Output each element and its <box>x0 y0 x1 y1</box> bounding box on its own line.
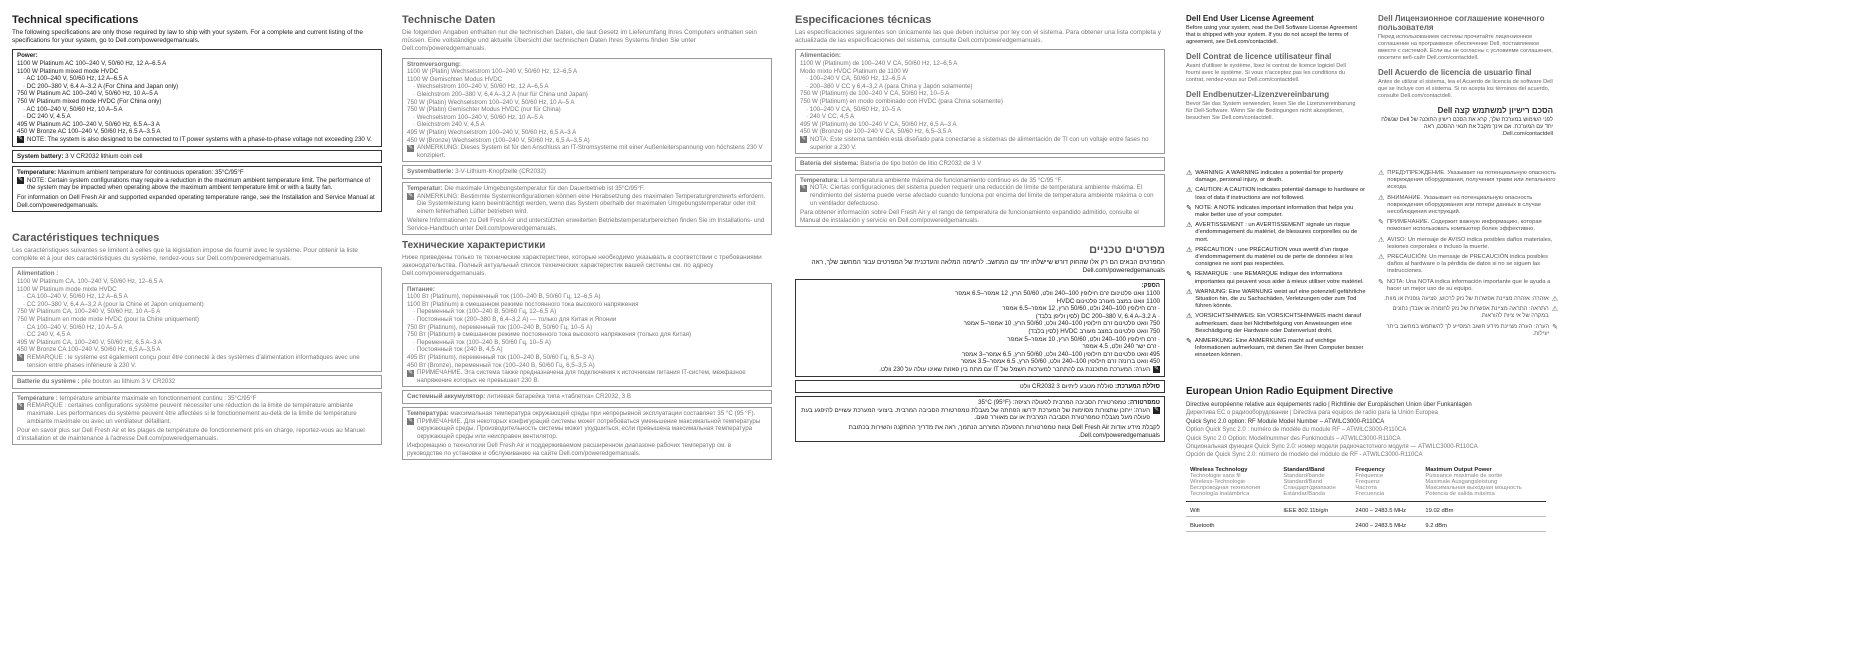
power-line: 1100 W (Platin) Wechselstrom 100–240 V, 50/60 Hz, 12–6,5 A <box>407 68 578 76</box>
power-line: · Gleichstrom 200–380 V, 6,4 A–3,2 A (nur für China und Japan) <box>413 90 588 98</box>
power-line: · CC 200–380 V, 6,4 A–3,2 A (pour la Chine et Japon uniquement) <box>23 300 204 308</box>
temp-note <box>407 193 767 216</box>
power-label: Power: <box>17 52 38 60</box>
warning-text: VORSICHTSHINWEIS: Ein VORSICHTSHINWEIS macht darauf aufmerksam, dass bei Nichtbefolgung von Anweisungen eine Beschädigung der Hardware oder Datenverlust droht. <box>1195 313 1362 334</box>
note-text: REMARQUE : le système est également conçu pour être connecté à des systèmes d'alimentation informatiques avec une tension entre phases inférieure à 230 V. <box>27 353 360 369</box>
eula-text: Antes de utilizar el sistema, lea el Acuerdo de licencia de software Dell que se incluye con el sistema. Si no acepta los términos del acuerdo, consulte Dell.com/contactdell. <box>1378 79 1553 99</box>
power-line: 750 W (Platinum) de 100–240 V CA, 50/60 Hz, 10–5 A <box>800 90 950 98</box>
power-line: · AC 100–240 V, 50/60 Hz, 12 A–6.5 A <box>23 75 128 83</box>
warning-text: NOTE: A NOTE indicates important information that helps you make better use of your computer. <box>1194 204 1354 219</box>
note-text: ПРИМЕЧАНИЕ. Эта система также предназначена для подключения к источникам питания IT-систем, межфазное напряжение которых не превышает 230 В. <box>417 369 746 384</box>
col-frequency: Frequency Fréquence Frequenz Частота Frecuencia <box>1351 466 1421 502</box>
cell: IEEE 802.11b/g/n <box>1279 501 1351 516</box>
power-line: 1100 וואט פלטינום זרם חילופין 100–240 וולט, 50/60 הרץ, 12 אמפר–6.5 אמפר <box>955 290 1160 297</box>
power-box <box>795 279 1165 376</box>
cell: Bluetooth <box>1186 516 1279 531</box>
note-text: REMARQUE : certaines configurations système peuvent nécessiter une réduction de la limite de température ambiante maximale. Les performances du système peuvent être affectées si le fonctionnement au-delà de la limite de température ambiante maximale ou avec un ventilateur défaillant. <box>27 402 357 425</box>
eu-line: Quick Sync 2.0 option: RF Module Model Number – ATWILC3000-R110CA <box>1186 418 1385 425</box>
power-line: 450 וואט ברונזה זרם חילופין 100–240 וולט, 50/60 הרץ, 6.5 אמפר–3.5 אמפר <box>960 358 1160 366</box>
power-box <box>12 49 382 146</box>
temp-label: Température : <box>17 394 58 402</box>
cell: 2400 – 2483.5 MHz <box>1351 516 1421 531</box>
battery-value: Batería de tipo botón de litio CR2032 de 3 V <box>860 160 982 168</box>
warning-text: PRÉCAUTION : une PRÉCAUTION vous avertit d'un risque d'endommagement du matériel ou de perte de données si les consignes ne sont pas respectées. <box>1195 246 1353 268</box>
temp-footnote: Para obtener información sobre Dell Fresh Air y el rango de temperatura de funcionamiento expandido admitido, consulte el Manual de instalación y servicio en Dell.com/poweredgemanuals. <box>800 209 1139 224</box>
power-line: · DC 200–380 V, 6.4 A–3.2 A (לסין וליפן בלבד) <box>1035 312 1160 320</box>
note-icon: ✎ <box>1186 204 1192 212</box>
warning-item <box>1378 170 1558 192</box>
intro-text: Les caractéristiques suivantes se limitent à celles que la législation impose de fournir avec le système. Pour obtenir la liste complète et à jour des caractéristiques du système, rendez-vous sur Dell.com/poweredgemanuals. <box>12 247 358 263</box>
battery-value: pile bouton au lithium 3 V CR2032 <box>81 378 176 386</box>
eu-line: Opción de Quick Sync 2.0: número de modelo del módulo de RF - ATWILC3000-R110CA <box>1186 452 1423 459</box>
temp-note <box>407 418 767 441</box>
warning-icon: ⚠ <box>1186 313 1193 321</box>
power-line: 750 וואט פלטינום זרם חילופין 100–240 וולט, 50/60 הרץ, 10 אמפר–5 אמפר <box>963 320 1160 328</box>
temp-note <box>17 177 377 192</box>
temp-label: Temperatur: <box>407 184 443 192</box>
power-line: · AC 100–240 V, 50/60 Hz, 10 A–5 A <box>23 105 123 113</box>
battery-value: 3-V-Lithium-Knopfzelle (CR2032) <box>455 168 546 176</box>
section-title: Technical specifications <box>12 14 139 26</box>
power-line: · Gleichstrom 240 V, 4,5 A <box>413 121 485 129</box>
power-line: 750 W (Platin) Gemischter Modus HVDC (nur für China) <box>407 106 561 114</box>
warning-text: NOTA: Una NOTA indica información importante que le ayuda a hacer un mejor uso de su equipo. <box>1386 278 1551 292</box>
battery-box <box>12 150 382 164</box>
temp-value: Die maximale Umgebungstemperatur für den Dauerbetrieb ist 35°C/95°F. <box>444 184 645 192</box>
power-line: 750 W (Platinum) en modo combinado con HVDC (para China solamente) <box>800 97 1003 105</box>
temp-value: température ambiante maximale en fonctionnement continu : 35°C/95°F <box>59 394 257 402</box>
eu-lines <box>1186 401 1566 460</box>
warning-icon: ⚠ <box>1551 306 1558 314</box>
battery-box <box>795 380 1165 394</box>
eula-block <box>1186 52 1361 84</box>
radio-table <box>1186 466 1546 532</box>
temp-note <box>800 184 1160 207</box>
eu-line: Директива ЕС о радиооборудовании | Directiva para equipos de radio para la Unión Europea <box>1186 410 1439 417</box>
power-line: · 100–240 V CA, 50/60 Hz, 10–5 A <box>806 105 901 113</box>
warning-text: ANMERKUNG: Eine ANMERKUNG macht auf wichtige Informationen aufmerksam, mit denen Sie Ihren Computer besser einsetzen können. <box>1194 338 1364 359</box>
warning-text: CAUTION: A CAUTION indicates potential damage to hardware or loss of data if instructions are not followed. <box>1195 187 1366 201</box>
power-line: 750 W Platinum CA, 100–240 V, 50/60 Hz, 10 A–5 A <box>17 308 161 316</box>
power-line: 450 W (Bronze) de 100–240 V CA, 50/60 Hz, 6,5–3,5 A <box>800 128 952 136</box>
temp-footnote: Weitere Informationen zu Dell Fresh Air und unterstützten erweiterten Betriebstemperaturbereichen finden Sie im Installations- und Service-Handbuch unter Dell.com/poweredgemanuals. <box>407 217 765 232</box>
warning-text: WARNUNG: Eine WARNUNG weist auf eine potenziell gefährliche Situation hin, die zu Sachschäden, Verletzungen oder zum Tod führen könnte. <box>1195 288 1366 310</box>
warning-icon: ⚠ <box>1378 236 1385 244</box>
power-line: 1100 W (Platinum) de 100–240 V CA, 50/60 Hz, 12–6,5 A <box>800 60 958 67</box>
section-title: Технические характеристики <box>402 240 546 251</box>
section-title: Technische Daten <box>402 14 496 26</box>
power-lines <box>800 290 1160 366</box>
spec-column-fr <box>12 232 382 448</box>
eula-text: לפני השימוש במערכת שלך, קרא את הסכם רישיון התוכנה של Dell שנשלח יחד עם המערכת. אם אינך מקבל את תנאי ההסכם, ראה Dell.com/contactdell. <box>1381 117 1553 137</box>
power-line: 750 וואט פלטינום במצב מעורב HVDC (לסין בלבד) <box>1028 327 1160 335</box>
power-line: · Wechselstrom 100–240 V, 50/60 Hz, 12 A–6,5 A <box>413 83 549 91</box>
power-line: 750 W Platinum mixed mode HVDC (For China only) <box>17 97 162 105</box>
power-line: · Постоянный ток (200–380 В, 6,4–3,2 А) — только для Китая и Японии <box>413 315 617 323</box>
eula-block <box>1186 14 1361 46</box>
power-line: · CC 240 V, 4,5 A <box>23 331 71 339</box>
eu-line: Опциональная функция Quick Sync 2.0: номер модели радиочастотного модуля — ATWILC3000-R110CA <box>1186 444 1478 451</box>
note-icon: ✎ <box>800 136 807 143</box>
power-note <box>407 369 767 384</box>
power-line: · DC 200–380 V, 6.4 A–3.2 A (For China and Japan only) <box>23 82 179 90</box>
cell <box>1279 516 1351 531</box>
power-lines <box>407 68 767 144</box>
temp-value: максимальная температура окружающей среды при непрерывной эксплуатации составляет 35 °C (95 °F). <box>450 409 756 417</box>
spec-column-he <box>795 244 1165 445</box>
warning-icon: ⚠ <box>1186 170 1193 177</box>
power-line: · Переменный ток (100–240 В, 50/60 Гц, 10–5 А) <box>413 338 551 346</box>
note-icon: ✎ <box>1552 323 1558 331</box>
warning-text: ПРЕДУПРЕЖДЕНИЕ. Указывает на потенциальную опасность повреждения оборудования, получения травм или летального исхода. <box>1387 170 1556 191</box>
power-line: 1100 W Platinum AC 100–240 V, 50/60 Hz, 12 A–6.5 A <box>17 60 167 67</box>
power-lines <box>17 278 377 354</box>
temp-footnote: Информацию о технологии Dell Fresh Air и поддерживаемом расширенном диапазоне рабочих температур см. в руководстве по установке и обслуживанию на сайте Dell.com/poweredgemanuals. <box>407 442 732 457</box>
temp-footnote: Pour en savoir plus sur Dell Fresh Air et les plages de température de fonctionnement pris en charge, reportez-vous au Manuel d'installation et de maintenance à l'adresse Dell.com/poweredgemanuals. <box>17 427 365 442</box>
temp-label: Temperature: <box>17 169 57 177</box>
battery-value: סוללת מטבע ליתיום CR2032 3 וולט <box>1019 382 1114 390</box>
temp-label: טמפרטורה: <box>1127 399 1160 407</box>
power-line: 750 W (Platin) Wechselstrom 100–240 V, 50/60 Hz, 10 A–5 A <box>407 98 575 106</box>
battery-label: Batterie du système : <box>17 378 80 386</box>
note-icon: ✎ <box>407 369 414 376</box>
temp-value: La temperatura ambiente máxima de funcionamiento continuo es de 35 °C/95 °F. <box>840 176 1063 184</box>
power-line: · Постоянный ток (240 В, 4,5 А) <box>413 346 503 354</box>
warning-item <box>1378 254 1558 276</box>
warning-icon: ⚠ <box>1378 254 1385 262</box>
power-line: · 200–380 V CC y 6,4–3,2 A (para China y Japón solamente) <box>806 82 973 90</box>
note-icon: ✎ <box>1153 366 1160 373</box>
cell: 2400 – 2483.5 MHz <box>1351 501 1421 516</box>
temp-footnote: For information on Dell Fresh Air and supported expanded operating temperature range, see the Installation and Service Manual at Dell.com/poweredgemanuals. <box>17 193 375 209</box>
power-label: הספק: <box>1141 282 1160 290</box>
power-lines <box>407 293 767 369</box>
warning-item <box>1378 237 1558 251</box>
intro-text: Die folgenden Angaben enthalten nur die technischen Daten, die laut Gesetz im Lieferumfang Ihres Computers enthalten sein müssen. Eine vollständige und aktuelle Übersicht der technischen Daten Ihres Systems finden Sie unter Dell.com/poweredgemanuals. <box>402 29 757 53</box>
warning-text: ПРИМЕЧАНИЕ. Содержит важную информацию, которая помогает использовать компьютер более эффективно. <box>1386 219 1542 233</box>
temp-footnote: לקבלת מידע אודות Dell Fresh Air וטווח טמפרטורות ההפעלה המורחב הנתמך, ראה את מדריך ההתקנה והשירות בכתובת Dell.com/poweredgemanuals. <box>848 423 1160 439</box>
note-icon: ✎ <box>1378 219 1384 227</box>
note-icon: ✎ <box>1378 278 1384 286</box>
power-line: 495 וואט פלטינום זרם חילופין 100–240 וולט, 50/60 הרץ, 6.5 אמפר–3 אמפר <box>961 350 1160 358</box>
cell: Wifi <box>1186 501 1279 516</box>
intro-text: The following specifications are only those required by law to ship with your system. For a complete and current listing of the specifications for your system, go to Dell.com/poweredgemanuals. <box>12 29 363 45</box>
eula-title: Dell Endbenutzer-Lizenzvereinbarung <box>1186 90 1330 99</box>
power-line: · Wechselstrom 100–240 V, 50/60 Hz, 10 A–5 A <box>413 113 544 121</box>
power-line: · זרם ישר 240 וולט, 4.5 אמפר <box>1082 343 1160 351</box>
power-line: 495 W (Platinum) de 100–240 V CA, 50/60 Hz, 6,5 A–3 A <box>800 120 957 128</box>
power-line: 750 W Platinum en mode mixte HVDC (pour la Chine uniquement) <box>17 315 199 323</box>
power-line: 1100 W Platinum mode mixte HVDC <box>17 285 117 293</box>
power-line: · 240 V CC, 4,5 A <box>806 113 855 121</box>
power-line: 750 W Platinum AC 100–240 V, 50/60 Hz, 10 A–5 A <box>17 90 159 98</box>
warning-item <box>1378 306 1558 320</box>
note-icon: ✎ <box>17 354 24 361</box>
col-standard-band: Standard/Band Standard/bande Standard/Band Стандарт/диапазон Estándar/Banda <box>1279 466 1351 502</box>
intro-text: המפרטים הבאים הם רק אלו שהחוק דורש שיישלחו יחד עם המחשב. לרשימה המלאה והעדכנית של המפרטים עבור המחשב שלך, ראה Dell.com/poweredgemanuals <box>811 259 1165 275</box>
power-line: Modo mixto HVDC Platinum de 1100 W <box>800 67 909 75</box>
col-wireless-technology: Wireless Technology Technologie sans fil Wireless-Technologie Беспроводная технология Tecnología inalámbrica <box>1186 466 1279 502</box>
note-icon: ✎ <box>407 144 414 151</box>
intro-text: Las especificaciones siguientes son únicamente las que deben incluirse por ley con el sistema. Para obtener una lista completa y actualizada de las especificaciones del sistema, consulte Dell.com/poweredgemanuals. <box>795 29 1161 45</box>
note-text: NOTE: Certain system configurations may require a reduction in the maximum ambient temperature limit. The performance of the system may be impacted when operating above the maximum ambient temperature limit or with a faulty fan. <box>27 176 371 192</box>
note-icon: ✎ <box>407 418 414 425</box>
power-line: 450 W Bronze AC 100–240 V, 50/60 Hz, 6.5 A–3.5 A <box>17 128 161 136</box>
battery-box <box>12 375 382 389</box>
note-icon: ✎ <box>17 136 24 143</box>
battery-label: System battery: <box>17 152 64 160</box>
spec-column-de <box>402 14 772 238</box>
note-icon: ✎ <box>17 177 24 184</box>
spec-column-es <box>795 14 1165 230</box>
battery-box <box>402 165 772 179</box>
power-label: Alimentation : <box>17 270 59 278</box>
battery-label: Systembatterie: <box>407 168 454 176</box>
power-box <box>402 58 772 163</box>
eula-title: Dell Contrat de licence utilisateur final <box>1186 52 1332 61</box>
section-title: מפרטים טכניים <box>1089 244 1165 256</box>
power-lines <box>17 60 377 136</box>
power-box <box>795 49 1165 154</box>
warning-icon: ⚠ <box>1186 246 1193 254</box>
eula-title: Dell Лицензионное соглашение конечного пользователя <box>1378 14 1545 32</box>
power-line: · זרם חילופין 100–240 וולט, 50/60 הרץ, 10 אמפר–5 אמפר <box>1007 335 1160 343</box>
power-line: 1100 וואט במצב מעורב פלטינום HVDC <box>1056 297 1160 305</box>
eu-line: Option Quick Sync 2.0 : numéro de modèle du module RF – ATWILC3000-R110CA <box>1186 427 1407 434</box>
spec-column-ru <box>402 240 772 463</box>
intro-text: Ниже приведены только те технические характеристики, которые необходимо указывать в соответствии с требованиями законодательства. Полный актуальный список технических характеристик вашей системы см. по адресу Dell.com/poweredgemanuals. <box>402 254 762 278</box>
power-label: Питание: <box>407 285 435 293</box>
col-max-output-power: Maximum Output Power Puissance maximale de sortie Maximale Ausgangsleistung Максимальная выходная мощность Potencia de salida máxima <box>1421 466 1546 502</box>
warning-item <box>1186 170 1366 184</box>
battery-value: литиевая батарейка типа «таблетка» CR2032, 3 В <box>486 393 631 401</box>
warning-item <box>1378 296 1558 303</box>
temperature-box <box>795 396 1165 442</box>
eula-text: Bevor Sie das System verwenden, lesen Sie die Lizenzvereinbarung für Dell-Software. Wenn Sie die Bedingungen nicht akzeptieren, besuchen Sie Dell.com/contactdell. <box>1186 101 1356 121</box>
note-icon: ✎ <box>1186 271 1192 279</box>
warning-item <box>1378 195 1558 217</box>
warning-text: PRECAUCIÓN: Un mensaje de PRECAUCIÓN indica posibles daños al hardware o la pérdida de datos si no se siguen las instrucciones. <box>1387 254 1549 275</box>
battery-value: 3 V CR2032 lithium coin cell <box>65 152 143 160</box>
power-line: 1100 W Gemischten Modus HVDC <box>407 75 503 83</box>
power-note <box>800 366 1160 374</box>
power-line: 1100 Вт (Platinum), переменный ток (100–240 В, 50/60 Гц, 12–6,5 А) <box>407 293 601 301</box>
eula-column-right <box>1378 14 1553 144</box>
note-text: ПРИМЕЧАНИЕ. Для некоторых конфигураций системы может потребоваться уменьшение максимальной температуры окружающей среды. Производительность системы может ухудшиться, если превышена максимальная температура окружающей среды или неисправен вентилятор. <box>417 417 761 440</box>
warning-item <box>1186 271 1366 285</box>
warning-icon: ⚠ <box>1186 187 1193 195</box>
note-text: ANMERKUNG: Bestimmte Systemkonfigurationen können eine Herabsetzung des maximalen Temperaturgrenzwerts erfordern. Die Systemleistung kann beeinträchtigt werden, wenn das System oberhalb der maximalen Umgebungstemperatur oder mit einem fehlerhaften Lüfter betrieben wird. <box>417 192 766 215</box>
eula-block <box>1186 90 1361 122</box>
cell: 19.02 dBm <box>1421 501 1546 516</box>
power-line: 450 W (Bronze) Wechselstrom (100–240 V, 50/60 Hz, 6,5 A–3,5 A) <box>407 136 590 144</box>
power-line: · זרם חילופין 100–240 וולט, 50/60 הרץ, 12 אמפר–6.5 אמפר <box>1002 305 1160 313</box>
power-line: 495 W (Platin) Wechselstrom 100–240 V, 50/60 Hz, 6,5 A–3 A <box>407 128 577 136</box>
warning-item <box>1378 219 1558 233</box>
eula-text: Before using your system, read the Dell Software License Agreement that is shipped with your system. If you do not accept the terms of agreement, see Dell.com/contactdell. <box>1186 25 1358 45</box>
note-text: NOTE: The system is also designed to be connected to IT power systems with a phase-to-phase voltage not exceeding 230 V. <box>27 135 372 143</box>
warning-text: WARNING: A WARNING indicates a potential for property damage, personal injury, or death. <box>1195 170 1344 184</box>
temperature-box <box>402 407 772 461</box>
spec-column-en <box>12 14 382 215</box>
power-note <box>407 144 767 159</box>
power-line: · Переменный ток (100–240 В, 50/60 Гц, 12–6,5 А) <box>413 308 557 316</box>
eula-block <box>1378 68 1553 100</box>
battery-label: Системный аккумулятор: <box>407 393 486 401</box>
temperature-box <box>12 166 382 212</box>
eu-line: Directive européenne relative aux équipements radio | Richtlinie der Europäischen Union über Funkanlagen <box>1186 402 1472 408</box>
power-label: Alimentación: <box>800 52 841 60</box>
temperature-box <box>402 182 772 236</box>
power-line: · CA 100–240 V, 50/60 Hz, 10 A–5 A <box>23 323 123 331</box>
warning-item <box>1378 324 1558 338</box>
note-icon: ✎ <box>17 402 24 409</box>
warning-icon: ⚠ <box>1186 222 1193 230</box>
eula-title: Dell End User License Agreement <box>1186 14 1314 23</box>
warning-icon: ⚠ <box>1378 170 1385 177</box>
eula-text: Перед использованием системы прочитайте лицензионное соглашение на программное обеспечение Dell, поставляемое вместе с системой. Если вы не согласны с условиями соглашения, посетите веб-сайт Dell.com/contactdell. <box>1378 34 1553 61</box>
warning-item <box>1186 313 1366 335</box>
warning-item <box>1186 187 1366 201</box>
power-label: Stromversorgung: <box>407 60 461 68</box>
note-text: NOTA: Ciertas configuraciones del sistema pueden requerir una reducción de límite de temperatura ambiente máxima. El rendimiento del sistema puede verse afectado cuando funciona por encima del límite de temperatura ambiente máxima o con un ventilador defectuoso. <box>810 184 1154 207</box>
power-line: 750 Вт (Platinum), переменный ток (100–240 В, 50/60 Гц, 10–5 А) <box>407 323 593 331</box>
eu-title: European Union Radio Equipment Directive <box>1186 386 1394 397</box>
eula-column-left <box>1186 14 1361 128</box>
note-icon: ✎ <box>1153 407 1160 414</box>
power-line: · CA 100–240 V, 50/60 Hz, 12 A–6,5 A <box>23 293 128 301</box>
eula-title: הסכם רישיון למשתמש קצה Dell <box>1437 106 1553 115</box>
power-note <box>800 136 1160 151</box>
table-row <box>1186 501 1546 516</box>
temp-note <box>17 402 377 425</box>
power-box <box>402 283 772 388</box>
temp-value: טמפרטורת הסביבה המרבית לפעולה רציפה: 35°C (95°F) <box>978 399 1127 407</box>
battery-label: Batería del sistema: <box>800 160 859 168</box>
table-row <box>1186 516 1546 531</box>
warning-item <box>1186 205 1366 219</box>
note-icon: ✎ <box>407 193 414 200</box>
battery-box <box>795 157 1165 171</box>
battery-label: סוללת המערכת: <box>1115 382 1160 390</box>
eu-directive <box>1186 386 1566 532</box>
power-line: 495 Вт (Platinum), переменный ток (100–240 В, 50/60 Гц, 6,5–3 А) <box>407 353 594 361</box>
warning-item <box>1186 222 1366 244</box>
temp-value: Maximum ambient temperature for continuous operation: 35°C/95°F <box>57 169 244 177</box>
power-line: 450 Вт (Bronze), переменный ток (100–240 В, 50/60 Гц, 6,5–3,5 А) <box>407 361 595 369</box>
power-line: 495 W Platinum CA, 100–240 V, 50/60 Hz, 6,5 A–3 A <box>17 338 162 346</box>
warning-text: הערה: הערה מציינת מידע חשוב המסייע לך להשתמש במחשב ביתר יעילות. <box>1386 323 1550 337</box>
note-icon: ✎ <box>1186 338 1192 346</box>
section-title: Caractéristiques techniques <box>12 232 160 244</box>
warning-icon: ⚠ <box>1378 194 1385 202</box>
warnings-right <box>1378 170 1558 341</box>
temperature-box <box>795 174 1165 228</box>
power-lines <box>800 60 1160 136</box>
power-line: 750 Вт (Platinum) в смешанном режиме постоянного тока высокого напряжения (только для Китая) <box>407 331 692 339</box>
power-line: · DC 240 V, 4.5 A <box>23 113 71 121</box>
power-line: 1100 W Platinum mixed mode HVDC <box>17 67 119 75</box>
power-line: 450 W Bronze CA 100–240 V, 50/60 Hz, 6,5 A–3,5 A <box>17 346 161 354</box>
temp-label: Температура: <box>407 409 449 417</box>
warning-text: אזהרה: אזהרה מציינת אפשרות של נזק לרכוש, פציעה גופנית או מוות. <box>1383 296 1549 303</box>
note-text: ANMERKUNG: Dieses System ist für den Anschluss an IT-Stromsysteme mit einer Außenleiterspannung von höchstens 230 V konzipiert. <box>417 144 763 159</box>
warning-text: AVERTISSEMENT : un AVERTISSEMENT signale un risque d'endommagement du matériel, de blessures corporelles ou de mort. <box>1195 222 1358 243</box>
power-line: 1100 Вт (Platinum) в смешанном режиме постоянного тока высокого напряжения <box>407 300 639 308</box>
eula-block <box>1378 14 1553 62</box>
warning-text: ВНИМАНИЕ. Указывает на потенциальную опасность повреждения оборудования или потери данных в случае несоблюдения инструкций. <box>1387 194 1542 216</box>
radio-table-header <box>1186 466 1546 502</box>
eula-title: Dell Acuerdo de licencia de usuario final <box>1378 68 1532 77</box>
eula-block <box>1378 106 1553 138</box>
warning-text: REMARQUE : une REMARQUE indique des informations importantes qui peuvent vous aider à mieux utiliser votre matériel. <box>1194 271 1364 285</box>
power-line: · 100–240 V CA, 50/60 Hz, 12–6,5 A <box>806 75 907 83</box>
warning-icon: ⚠ <box>1186 288 1193 296</box>
note-icon: ✎ <box>800 184 807 191</box>
warning-icon: ⚠ <box>1551 296 1558 304</box>
cell: 9.2 dBm <box>1421 516 1546 531</box>
warning-item <box>1186 247 1366 269</box>
temp-label: Temperatura: <box>800 176 840 184</box>
warning-item <box>1378 279 1558 293</box>
power-box <box>12 267 382 372</box>
power-note <box>17 136 377 144</box>
power-note <box>17 354 377 369</box>
temp-note <box>800 407 1160 422</box>
note-text: NOTA: Este sistema también está diseñado para conectarse a sistemas de alimentación de TI con un voltaje entre fases no superior a 230 V. <box>810 135 1149 151</box>
warning-text: התראה: התראה מציינת אפשרות של נזק לחומרה או אובדן נתונים במקרה של אי ציות להוראות. <box>1392 306 1549 320</box>
power-line: 495 W Platinum AC 100–240 V, 50/60 Hz, 6.5 A–3 A <box>17 120 160 128</box>
warning-item <box>1186 338 1366 360</box>
eu-line: Quick Sync 2.0 Option: Modellnummer des Funkmoduls – ATWILC3000-R110CA <box>1186 435 1401 442</box>
warnings-left <box>1186 170 1366 363</box>
warning-item <box>1186 289 1366 311</box>
section-title: Especificaciones técnicas <box>795 14 932 26</box>
battery-box <box>402 390 772 404</box>
warning-text: AVISO: Un mensaje de AVISO indica posibles daños materiales, lesiones corporales o incluso la muerte. <box>1387 236 1553 250</box>
eula-text: Avant d'utiliser le système, lisez le contrat de licence logiciel Dell fourni avec le système. Si vous n'acceptez pas les conditions du contrat, rendez-vous sur Dell.com/contactdell. <box>1186 63 1346 83</box>
note-text: הערה: ייתכן שתצורות מסוימות של המערכת ידרשו הפחתה של מגבלת טמפרטורת הסביבה המרבית. ביצועי המערכת עשויים להיפגע בעת פעולה מעל מגבלת טמפרטורת הסביבה המרבית או עם מאוורר פגום. <box>801 406 1150 422</box>
note-text: הערה: המערכת מתוכננת גם להתחבר למערכות חשמל של IT עם מתח בין פאזות שאינו עולה על 230 וולט. <box>879 365 1150 373</box>
temperature-box <box>12 392 382 446</box>
power-line: 1100 W Platinum CA, 100–240 V, 50/60 Hz, 12–6,5 A <box>17 278 163 285</box>
